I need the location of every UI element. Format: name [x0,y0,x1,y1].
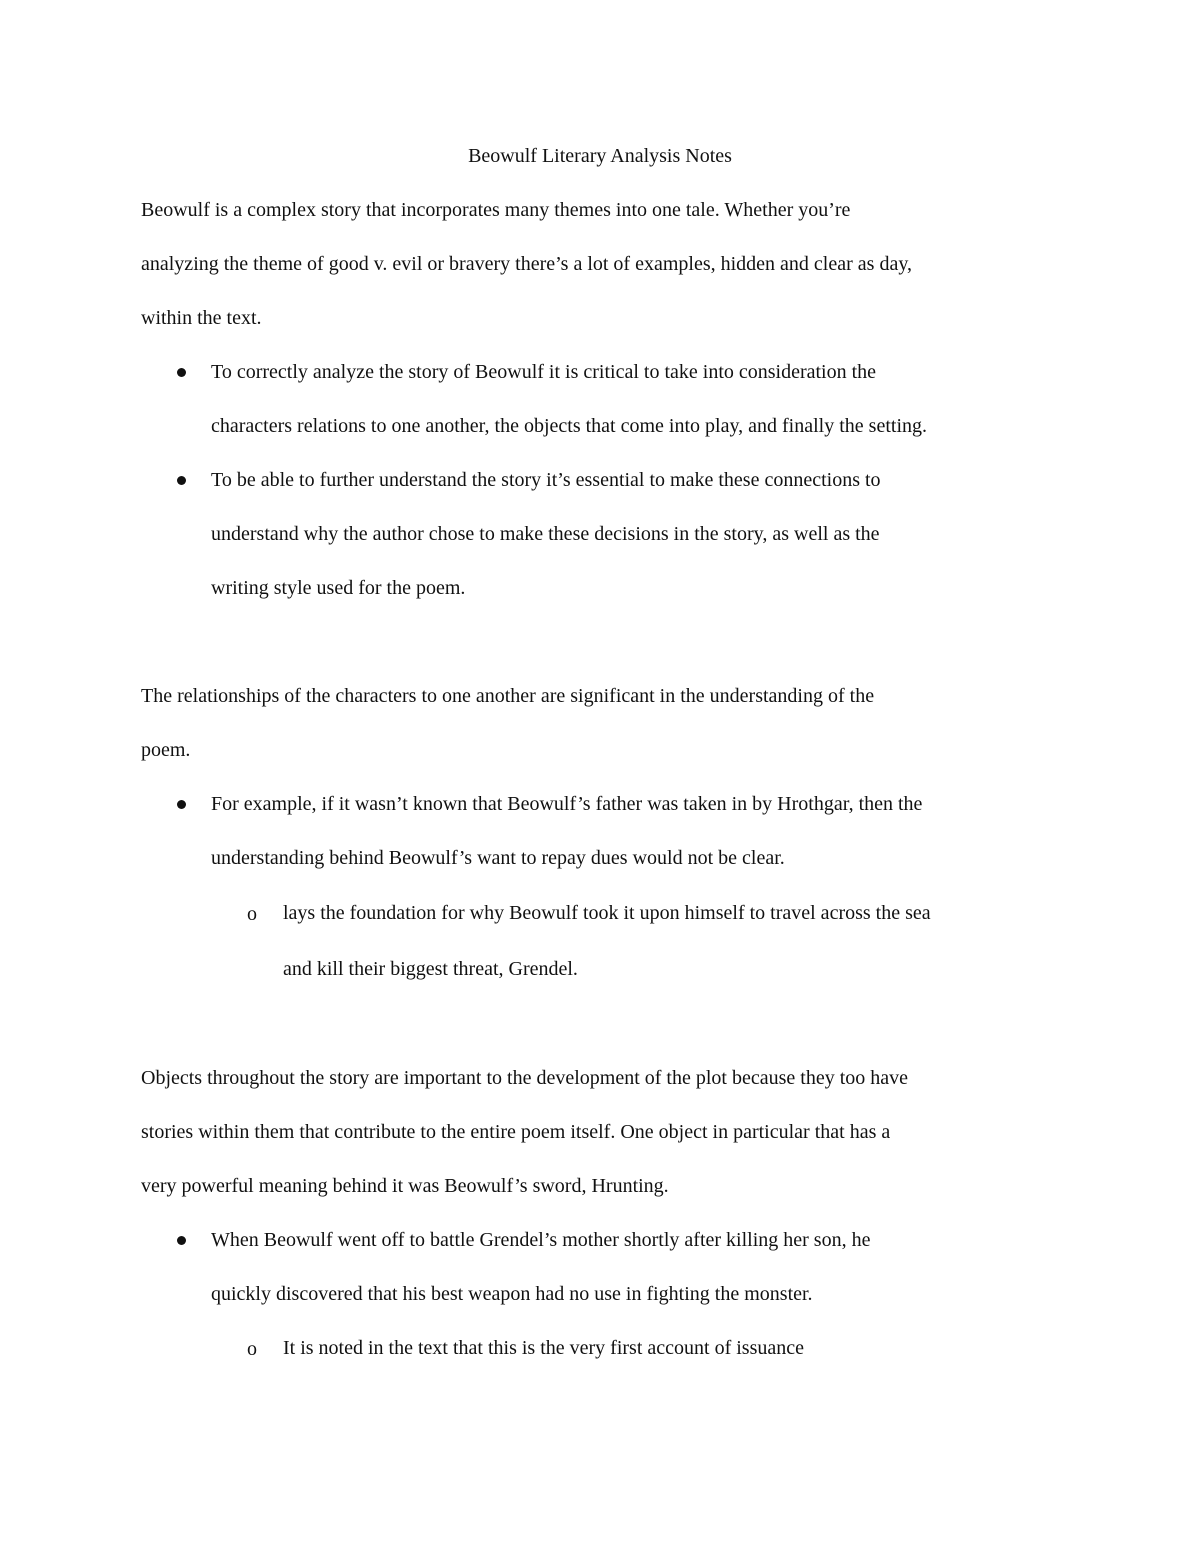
sub-bullet-icon: o [247,1338,257,1360]
relationships-sub-bullet-line-2: and kill their biggest threat, Grendel. [283,958,578,980]
objects-line-3: very powerful meaning behind it was Beowulf’s sword, Hrunting. [141,1175,669,1197]
bullet-icon [177,800,186,809]
intro-bullet-2-line-3: writing style used for the poem. [211,577,466,599]
objects-bullet-line-2: quickly discovered that his best weapon had no use in fighting the monster. [211,1283,813,1305]
bullet-icon [177,368,186,377]
bullet-icon [177,476,186,485]
objects-sub-bullet-line-1: It is noted in the text that this is the very first account of issuance [283,1337,804,1359]
intro-bullet-1-line-2: characters relations to one another, the objects that come into play, and finally the setting. [211,415,927,437]
sub-bullet-icon: o [247,903,257,925]
page-title: Beowulf Literary Analysis Notes [468,145,732,167]
intro-line-2: analyzing the theme of good v. evil or bravery there’s a lot of examples, hidden and clear as day, [141,253,913,275]
intro-line-1: Beowulf is a complex story that incorporates many themes into one tale. Whether you’re [141,199,851,221]
objects-bullet-line-1: When Beowulf went off to battle Grendel’s mother shortly after killing her son, he [211,1229,871,1251]
relationships-bullet-line-2: understanding behind Beowulf’s want to repay dues would not be clear. [211,847,785,869]
bullet-icon [177,1236,186,1245]
intro-bullet-2-line-2: understand why the author chose to make these decisions in the story, as well as the [211,523,880,545]
intro-bullet-2-line-1: To be able to further understand the story it’s essential to make these connections to [211,469,881,491]
intro-bullet-1-line-1: To correctly analyze the story of Beowulf it is critical to take into consideration the [211,361,877,383]
intro-line-3: within the text. [141,307,262,329]
objects-line-2: stories within them that contribute to the entire poem itself. One object in particular that has a [141,1121,891,1143]
relationships-line-2: poem. [141,739,191,761]
relationships-line-1: The relationships of the characters to one another are significant in the understanding of the [141,685,875,707]
relationships-sub-bullet-line-1: lays the foundation for why Beowulf took it upon himself to travel across the sea [283,902,931,924]
relationships-bullet-line-1: For example, if it wasn’t known that Beowulf’s father was taken in by Hrothgar, then the [211,793,923,815]
objects-line-1: Objects throughout the story are important to the development of the plot because they too have [141,1067,909,1089]
